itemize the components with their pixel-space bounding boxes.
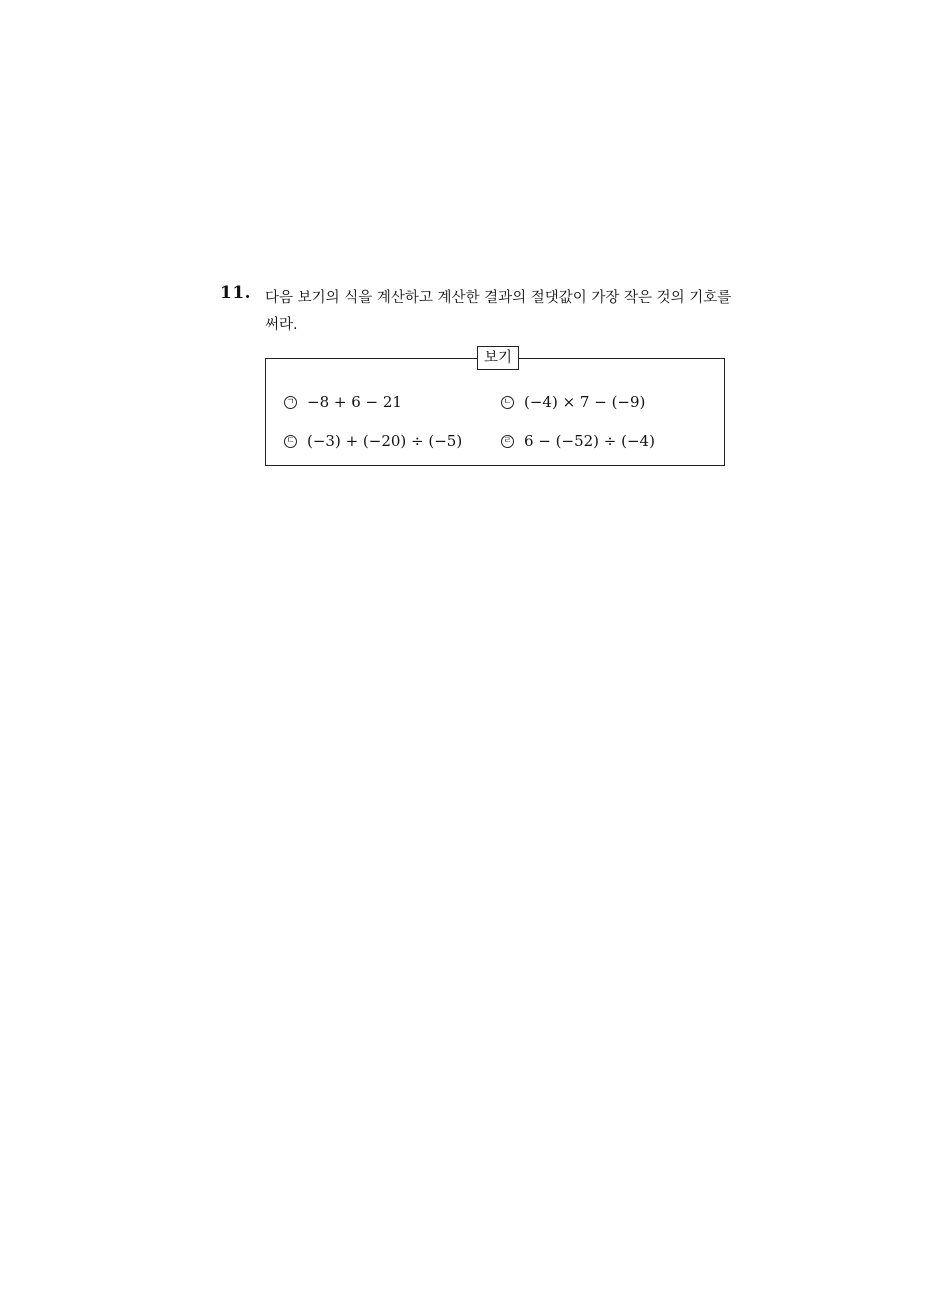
marker-giyeok: ㄱ: [284, 396, 297, 409]
bogi-box: [265, 350, 725, 466]
bogi-item-d: [501, 431, 655, 451]
bogi-item-c: [284, 431, 462, 451]
bogi-title: 보기: [477, 346, 519, 370]
question-number: 11.: [220, 283, 252, 303]
bogi-item-b: [501, 392, 645, 412]
marker-digeut: ㄷ: [284, 435, 297, 448]
expression-d: 6 − (−52) ÷ (−4): [524, 432, 655, 450]
expression-c: (−3) + (−20) ÷ (−5): [307, 432, 463, 450]
marker-rieul: ㄹ: [501, 435, 514, 448]
expression-b: (−4) × 7 − (−9): [524, 393, 646, 411]
bogi-item-a: [284, 392, 402, 412]
marker-nieun: ㄴ: [501, 396, 514, 409]
expression-a: −8 + 6 − 21: [307, 393, 402, 411]
question-text: 다음 보기의 식을 계산하고 계산한 결과의 절댓값이 가장 작은 것의 기호를 써라.: [265, 290, 732, 333]
